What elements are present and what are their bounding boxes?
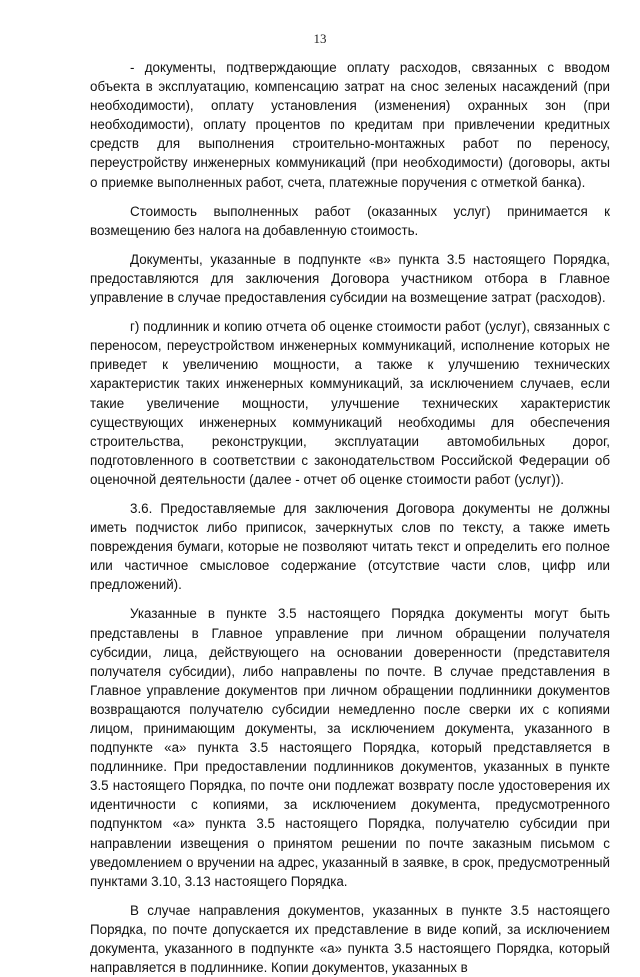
paragraph-payment-documents: - документы, подтверждающие оплату расходов, связанных с вводом объекта в эксплуатацию, компенсацию затрат на снос зеленых насаждений (при необходимости), оплату установления (изменения) охранных зон (при необходимости), оплату процентов по кредитам при привлечении кредитных средств для выполнения строительно-монтажных работ по переносу, переустройству инженерных коммуникаций (при необходимости) (договоры, акты о приемке выполненных работ, счета, платежные поручения с отметкой банка).: [90, 60, 610, 190]
paragraph-cost-without-vat: Стоимость выполненных работ (оказанных услуг) принимается к возмещению без налога на добавленную стоимость.: [90, 203, 610, 238]
paragraph-3-6-document-requirements: 3.6. Предоставляемые для заключения Договора документы не должны иметь подчисток либо приписок, зачеркнутых слов по тексту, а также иметь повреждения бумаги, которые не позволяют читать текст и определить его полное или частичное смысловое содержание (отсутствие части слов, цифр или предложений).: [90, 500, 610, 593]
paragraph-documents-subpoint-v: Документы, указанные в подпункте «в» пункта 3.5 настоящего Порядка, предоставляются для заключения Договора участником отбора в Главное управление в случае предоставления субсидии на возмещение затрат (расходов).: [90, 251, 610, 306]
paragraph-document-submission: Указанные в пункте 3.5 настоящего Порядка документы могут быть представлены в Главное управление при личном обращении получателя субсидии, лица, действующего на основании доверенности (представителя получателя субсидии), либо направлены по почте. В случае представления в Главное управление документов при личном обращении подлинники документов возвращаются получателю субсидии немедленно после сверки их с копиями лицом, принимающим документы, за исключением документа, указанного в подпункте «а» пункта 3.5 настоящего Порядка, который представляется в подлиннике. При предоставлении подлинников документов, указанных в пункте 3.5 настоящего Порядка, по почте они подлежат возврату после удостоверения их идентичности с копиями, за исключением документа, предусмотренного подпунктом «а» пункта 3.5 настоящего Порядка, получателю субсидии при направлении извещения о принятом решении по почте заказным письмом с уведомлением о вручении на адрес, указанный в заявке, в срок, предусмотренный пунктами 3.10, 3.13 настоящего Порядка.: [90, 606, 610, 889]
document-body: [90, 58, 610, 977]
paragraph-subpoint-g-valuation-report: г) подлинник и копию отчета об оценке стоимости работ (услуг), связанных с переносом, переустройством инженерных коммуникаций, исполнение которых не приведет к увеличению мощности, а также к улучшению технических характеристик таких инженерных коммуникаций, за исключением случаев, если такие увеличение мощности, улучшение технических характеристик существующих инженерных коммуникаций необходимы для обеспечения строительства, реконструкции, эксплуатации автомобильных дорог, подготовленного в соответствии с законодательством Российской Федерации об оценочной деятельности (далее - отчет об оценке стоимости работ (услуг)).: [90, 319, 610, 487]
page-number: 13: [313, 31, 327, 46]
paragraph-postal-submission: В случае направления документов, указанных в пункте 3.5 настоящего Порядка, по почте допускается их представление в виде копий, за исключением документа, указанного в подпункте «а» пункта 3.5 настоящего Порядка, который направляется в подлиннике. Копии документов, указанных в: [90, 902, 610, 976]
